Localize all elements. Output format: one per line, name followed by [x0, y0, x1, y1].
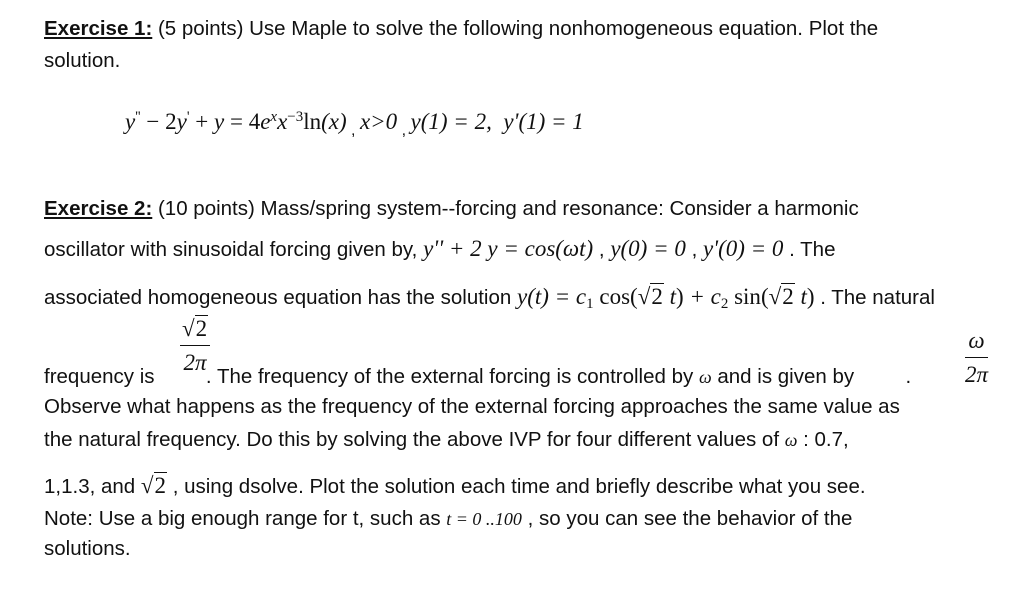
- ex2-text-4a: frequency is: [44, 365, 161, 388]
- ex2-line-4: [44, 367, 911, 388]
- ex2-line-8: [44, 509, 852, 530]
- ex2-separator: ,: [593, 238, 611, 261]
- sqrt-icon: √2: [140, 473, 167, 498]
- eq-separator: ,: [397, 122, 411, 139]
- ex2-text-2b: . The: [783, 238, 836, 261]
- eq-separator: ,: [346, 122, 360, 139]
- ex2-text-6a: the natural frequency. Do this by solving the above IVP for four different values of: [44, 428, 785, 451]
- eq-x: x: [277, 109, 288, 134]
- fraction-denominator: 2π: [965, 362, 989, 387]
- eq-y: y: [176, 109, 187, 134]
- eq-condition-y1: y(1) = 2,: [410, 109, 492, 134]
- ex2-text-3a: associated homogeneous equation has the solution: [44, 286, 517, 309]
- eq-x-exponent: −3: [287, 108, 304, 125]
- ex2-line-1: [44, 199, 859, 220]
- fraction-numerator: ω: [968, 328, 985, 353]
- sol-c2-sub: 2: [720, 295, 729, 312]
- sqrt-icon: √2: [637, 284, 663, 309]
- sol-t2: t: [794, 284, 807, 309]
- ex2-heading: Exercise 2:: [44, 197, 153, 220]
- ex2-text-7a: 1,1.3, and: [44, 475, 141, 498]
- fraction-numerator: [180, 316, 210, 345]
- eq-prime-2: '': [135, 108, 141, 125]
- ex2-homogeneous-solution: $y(t) = c_1$ cos(√2 $t) + c_2$ sin(√2 t): [516, 284, 815, 312]
- ex2-line-9: solutions.: [44, 537, 131, 560]
- sqrt-two: [141, 473, 167, 498]
- ex2-ic-dy0: y'(0) = 0: [702, 236, 784, 261]
- sol-cos: cos: [593, 284, 631, 309]
- ex2-text-4c: and is given by: [711, 365, 860, 388]
- eq-y: y: [125, 109, 136, 134]
- sqrt-two-value: 2: [154, 473, 167, 498]
- sol-lhs: y(t) = c: [516, 284, 587, 309]
- ex2-text-8a: Note: Use a big enough range for t, such as: [44, 507, 447, 530]
- ex2-line-6: [44, 430, 849, 451]
- ex2-text-8b: , so you can see the behavior of the: [521, 507, 853, 530]
- eq-minus-2: − 2: [140, 109, 177, 134]
- ex2-line-3: [44, 284, 935, 312]
- sol-sqrt-a: 2: [651, 284, 663, 309]
- eq-condition-dy1: y'(1) = 1: [503, 109, 584, 134]
- fraction-denominator: 2π: [183, 350, 207, 375]
- ex2-ode: y'' + 2 y = cos(ωt): [423, 236, 594, 261]
- eq-e-exponent: x: [270, 108, 278, 125]
- ex2-text-3b: . The natural: [814, 286, 935, 309]
- t-range: t = 0 ..100: [446, 509, 522, 529]
- frac1-num: 2: [195, 316, 208, 341]
- sol-plus-c: + c: [683, 284, 721, 309]
- ex2-text-1: (10 points) Mass/spring system--forcing and resonance: Consider a harmonic: [152, 197, 859, 220]
- ex2-text-4d: .: [899, 365, 912, 388]
- ex2-text-7b: , using dsolve. Plot the solution each time and briefly describe what you see.: [167, 475, 866, 498]
- eq-prime-1: ': [186, 108, 190, 125]
- ex2-line-7: [44, 474, 866, 498]
- ex1-equation: [125, 110, 584, 139]
- eq-equals-4: = 4: [224, 109, 261, 134]
- ex1-line-2: solution.: [44, 49, 121, 72]
- eq-e: e: [260, 109, 271, 134]
- sqrt-icon: √2: [182, 316, 208, 341]
- ex2-text-6b: : 0.7,: [797, 428, 849, 451]
- eq-ln: ln: [303, 109, 322, 134]
- eq-plus: +: [189, 109, 214, 134]
- eq-ln-arg: (x): [321, 109, 347, 134]
- ex2-line-2: [44, 237, 835, 261]
- eq-y: y: [214, 109, 225, 134]
- eq-condition-x: x>0: [359, 109, 398, 134]
- ex2-separator: ,: [685, 238, 703, 261]
- sqrt-icon: √2: [768, 284, 794, 309]
- ex1-text-1: (5 points) Use Maple to solve the following nonhomogeneous equation. Plot the: [152, 17, 879, 40]
- sol-sqrt-b: 2: [782, 284, 794, 309]
- ex2-text-4b: . The frequency of the external forcing is controlled by: [200, 365, 699, 388]
- ex1-heading: Exercise 1:: [44, 17, 153, 40]
- ex2-line-5: Observe what happens as the frequency of the external forcing approaches the same value as: [44, 395, 900, 418]
- ex1-line-1: [44, 19, 878, 40]
- ex2-ic-y0: y(0) = 0: [610, 236, 686, 261]
- omega-symbol: ω: [784, 430, 798, 450]
- forcing-frequency-fraction: [965, 328, 988, 388]
- sol-sin: sin: [728, 284, 761, 309]
- sol-t1: t: [663, 284, 676, 309]
- ex2-text-2a: oscillator with sinusoidal forcing given by,: [44, 238, 424, 261]
- omega-symbol: ω: [698, 367, 712, 387]
- sol-c1-sub: 1: [586, 295, 594, 312]
